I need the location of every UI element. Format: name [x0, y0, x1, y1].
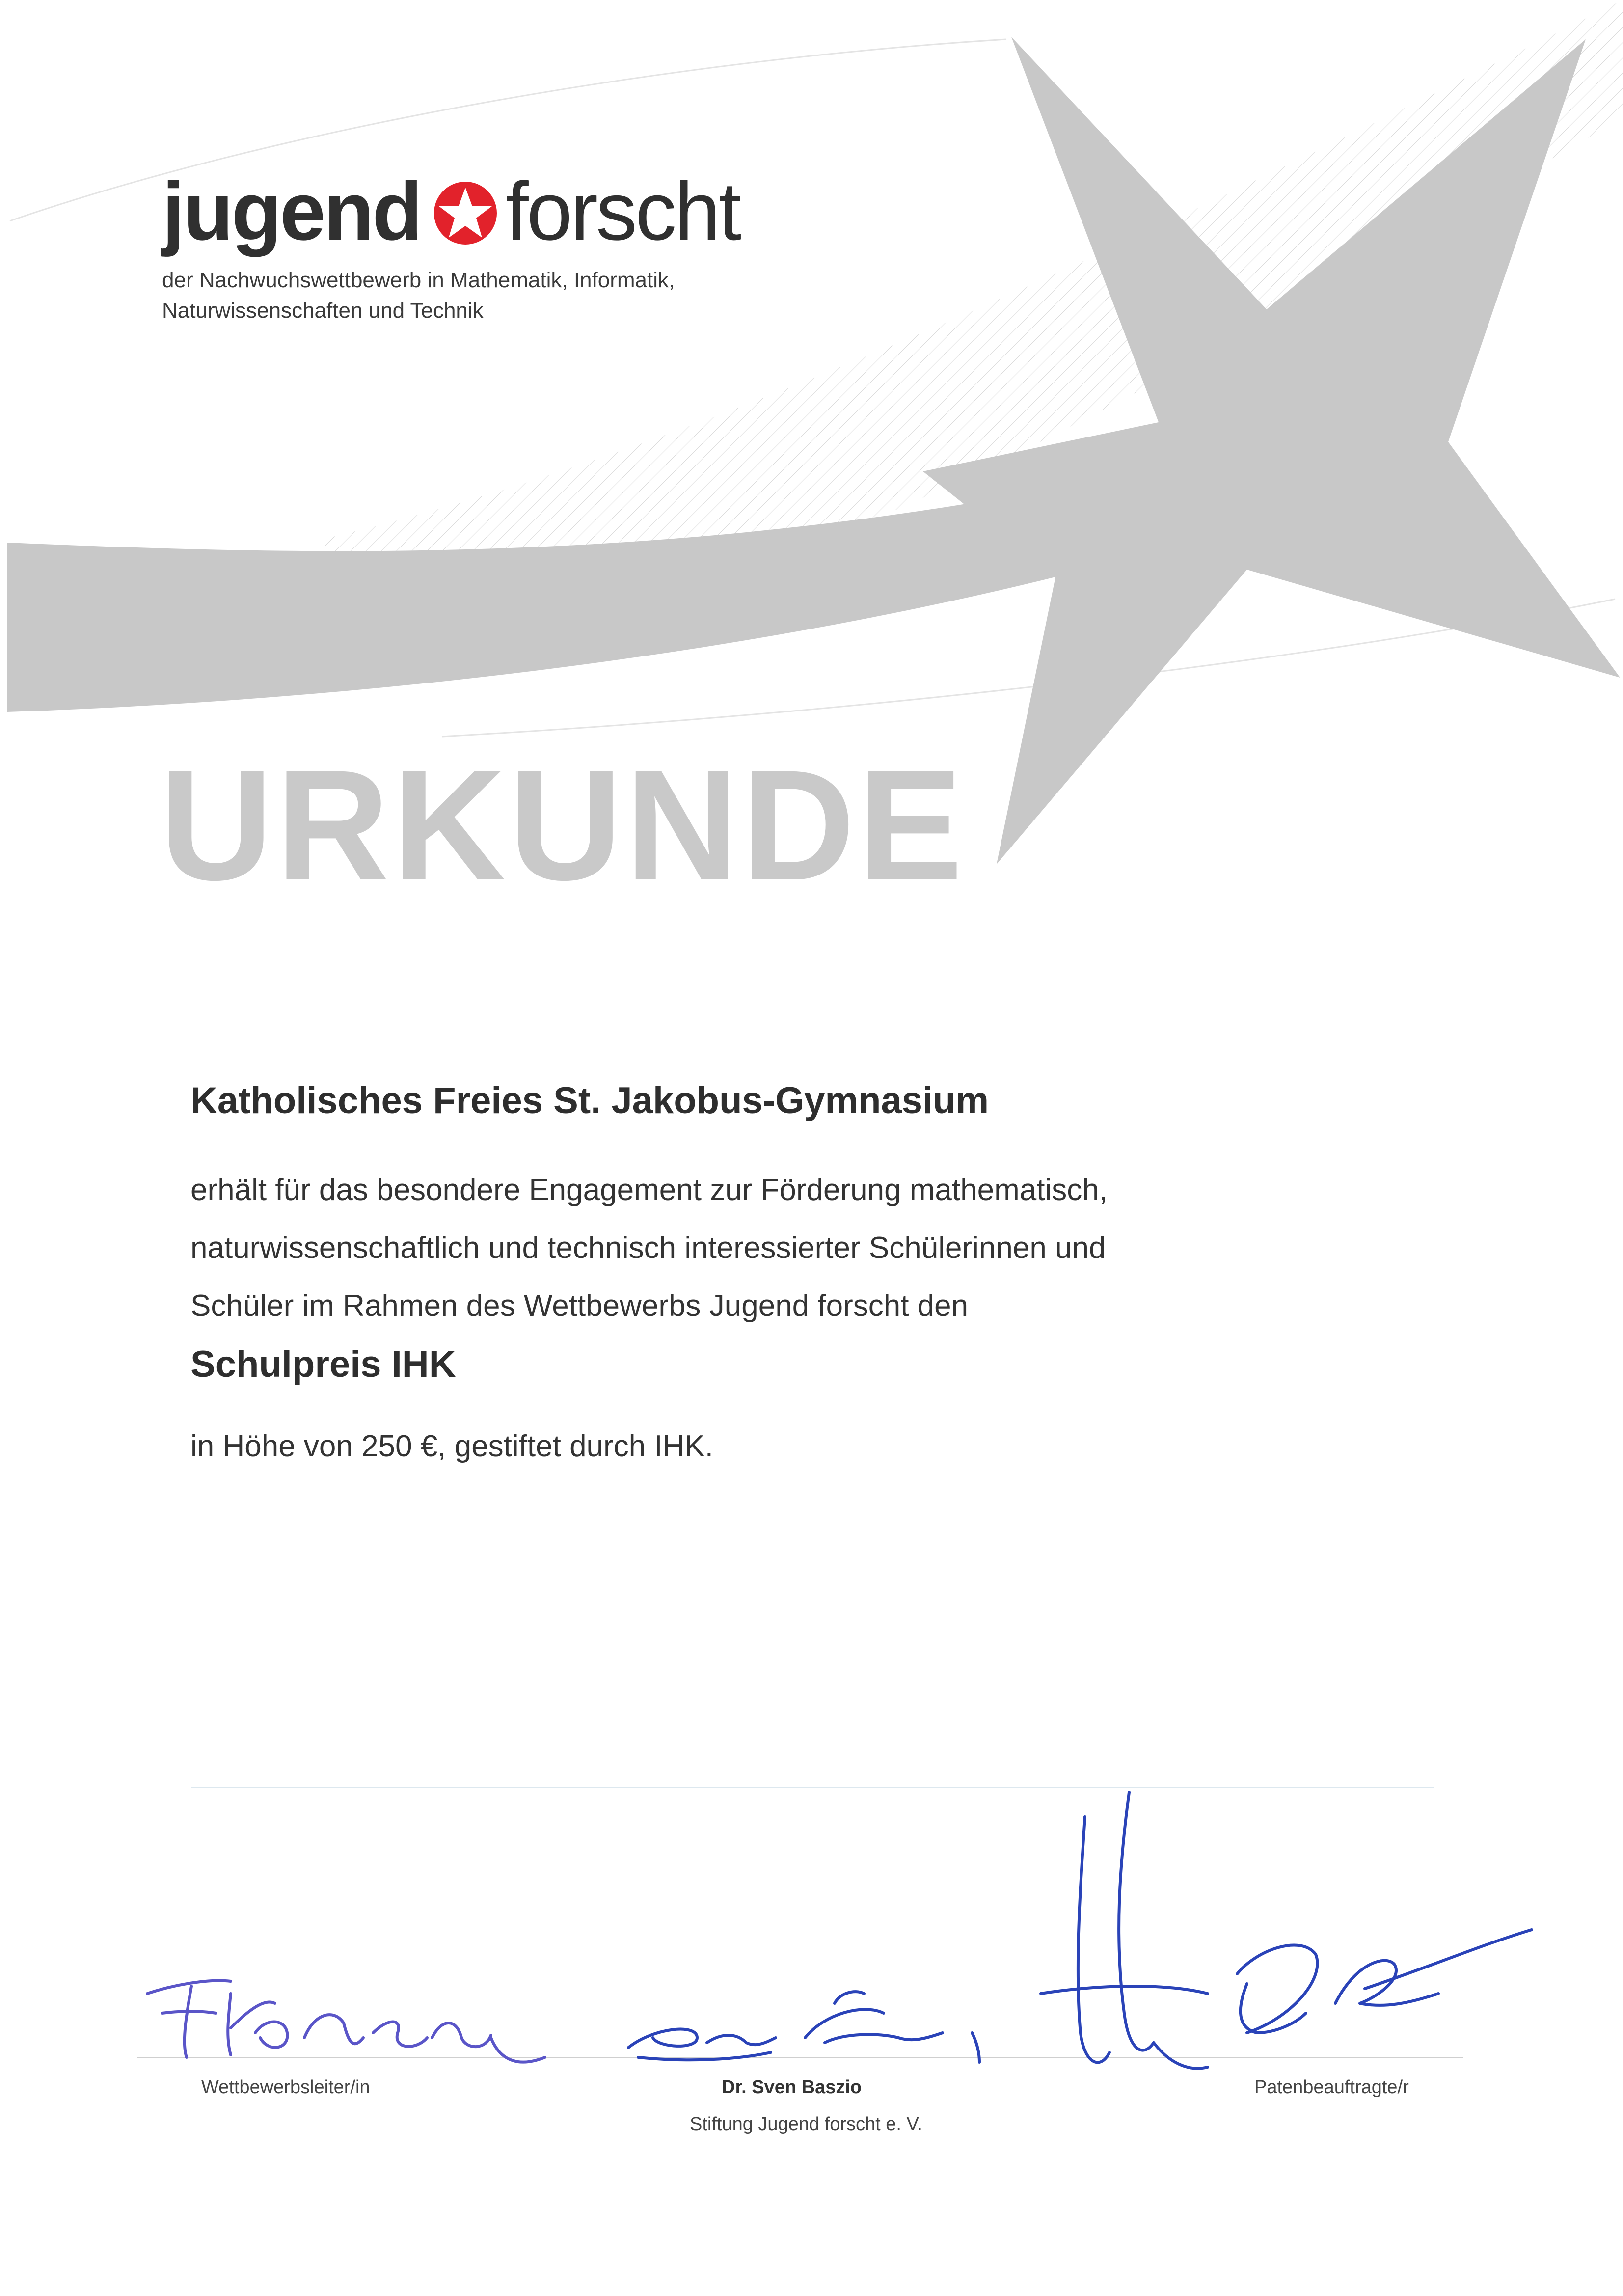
patron-label: Patenbeauftragte/r — [1254, 2077, 1409, 2098]
star-shape — [923, 37, 1620, 864]
tagline-line-1: der Nachwuchswettbewerb in Mathematik, Informatik, — [162, 268, 675, 292]
recipient-name: Katholisches Freies St. Jakobus-Gymnasium — [190, 1080, 989, 1121]
signatory-organization: Stiftung Jugend forscht e. V. — [690, 2114, 922, 2134]
prize-name: Schulpreis IHK — [190, 1343, 456, 1385]
competition-leader-label: Wettbewerbsleiter/in — [201, 2077, 370, 2098]
signature-line — [137, 2057, 1463, 2058]
tagline — [162, 265, 675, 326]
citation-line-3: Schüler im Rahmen des Wettbewerbs Jugend forscht den — [190, 1289, 969, 1323]
tagline-line-2: Naturwissenschaften und Technik — [162, 299, 484, 323]
divider-top — [191, 1787, 1434, 1788]
logo-forscht: forscht — [506, 165, 740, 257]
star-badge-icon — [433, 181, 498, 246]
logo-jugend: jugend — [162, 165, 421, 257]
certificate-title: URKUNDE — [160, 737, 966, 913]
citation-text — [190, 1161, 1295, 1335]
signatory-name: Dr. Sven Baszio — [722, 2077, 862, 2098]
prize-amount: in Höhe von 250 €, gestiftet durch IHK. — [190, 1429, 713, 1463]
citation-line-2: naturwissenschaftlich und technisch interessierter Schülerinnen und — [190, 1231, 1106, 1265]
citation-line-1: erhält für das besondere Engagement zur Förderung mathematisch, — [190, 1173, 1108, 1207]
